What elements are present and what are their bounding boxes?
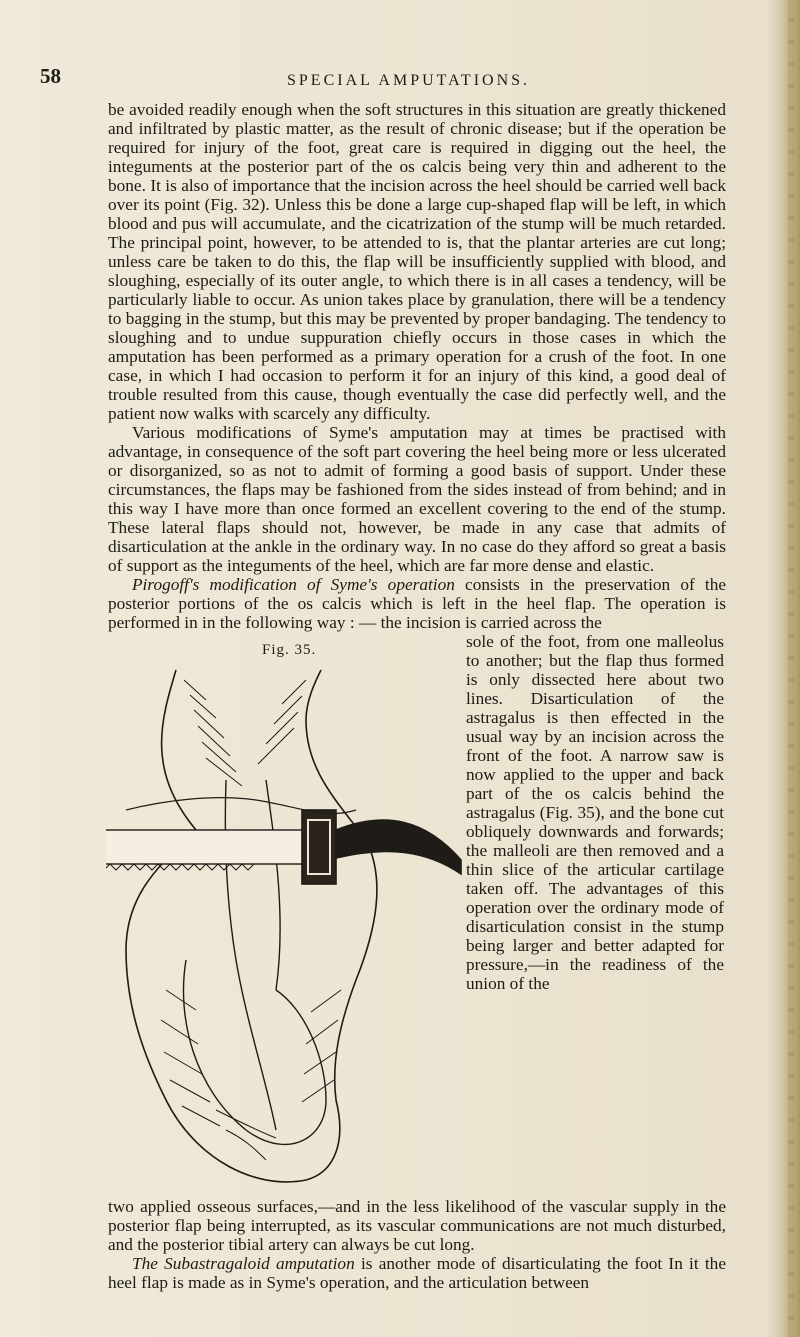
page-edge-shadow [766, 0, 800, 1337]
leg-outline [126, 670, 377, 1182]
pirogoff-lead: consists in the preservation of the posterior portions of the os calcis which is left in the heel flap. The operation is performed in in the following way : — the incision is carried across the [108, 575, 727, 632]
figure-caption: Fig. 35. [262, 642, 317, 658]
running-head: SPECIAL AMPUTATIONS. [287, 72, 531, 89]
os-calcis [184, 960, 327, 1144]
page-number: 58 [40, 64, 61, 88]
paragraph-after-figure: two applied osseous surfaces,—and in the less likelihood of the vascular supply in the posterior flap being interrupted, as its vascular communications are not much disturbed, and the posterior tibial artery can always be cut long. [108, 1197, 726, 1254]
paragraph-syme-continued: be avoided readily enough when the soft structures in this situation are greatly thickened and infiltrated by plastic matter, as the result of chronic disease; but if the operation be required for injury of the foot, great care is required in digging out the heel, the integuments at the posterior part of the os calcis being very thin and adherent to the bone. It is also of importance that the incision across the heel should be carried well back over its point (Fig. 32). Unless this be done a large cup-shaped flap will be left, in which blood and pus will accumulate, and the cicatrization of the stump will be much retarded. The principal point, however, to be attended to is, that the plantar arteries are cut long; unless care be taken to do this, the flap will be insufficiently supplied with blood, and sloughing, especially of its outer angle, to which there is in all cases a tendency, will be particularly liable to occur. As union takes place by granulation, there will be a tendency to bagging in the stump, but this may be prevented by proper bandaging. The tendency to sloughing and to undue suppuration chiefly occurs in those cases in which the amputation has been performed as a primary operation for a crush of the foot. In one case, in which I had occasion to perform it for an injury of this kind, a good deal of trouble resulted from this cause, though eventually the case did perfectly well, and the patient now walks with scarcely any difficulty. [108, 100, 726, 423]
paragraph-pirogoff [108, 575, 726, 632]
paragraph-syme-modifications: Various modifications of Syme's amputation may at times be practised with advantage, in consequence of the soft part covering the heel being more or less ulcerated or disorganized, so as not to admit of forming a good basis of support. Under these circumstances, the flaps may be fashioned from the sides instead of from behind; and in this way I have more than once formed an excellent covering to the end of the stump. These lateral flaps should not, however, be made in any case that admits of disarticulation at the ankle in the ordinary way. In no case do they afford so great a basis of support as the integuments of the heel, which are far more dense and elastic. [108, 423, 726, 575]
body-text-wrap: sole of the foot, from one malleolus to another; but the flap thus formed is only dissected here about two lines. Disarticulation of the astragalus is then effected in the usual way by an incision across the front of the foot. A narrow saw is now applied to the upper and back part of the os calcis behind the astragalus (Fig. 35), and the bone cut obliquely downwards and forwards; the malleoli are then removed and a thin slice of the articular cartilage taken off. The advantages of this operation over the ordinary mode of disarticulation consist in the stump being larger and better adapted for pressure,—in the readiness of the union of the [466, 632, 724, 993]
subastragaloid-lead: is another mode of disarticulating the foot In it the heel flap is made as in Syme's operation, and the articulation between [108, 1254, 726, 1292]
paragraph-subastragaloid [108, 1254, 726, 1292]
figure-35-ankle-saw-illustration [106, 660, 466, 1200]
fibula [266, 780, 280, 990]
subastragaloid-heading: The Subastragaloid amputation [132, 1254, 355, 1273]
saw-teeth [106, 864, 254, 870]
body-text-top [108, 100, 726, 632]
saw-back [336, 820, 461, 874]
saw-blade [106, 830, 306, 864]
pirogoff-heading: Pirogoff's modification of Syme's operation [132, 575, 455, 594]
body-text-bottom [108, 1197, 726, 1292]
